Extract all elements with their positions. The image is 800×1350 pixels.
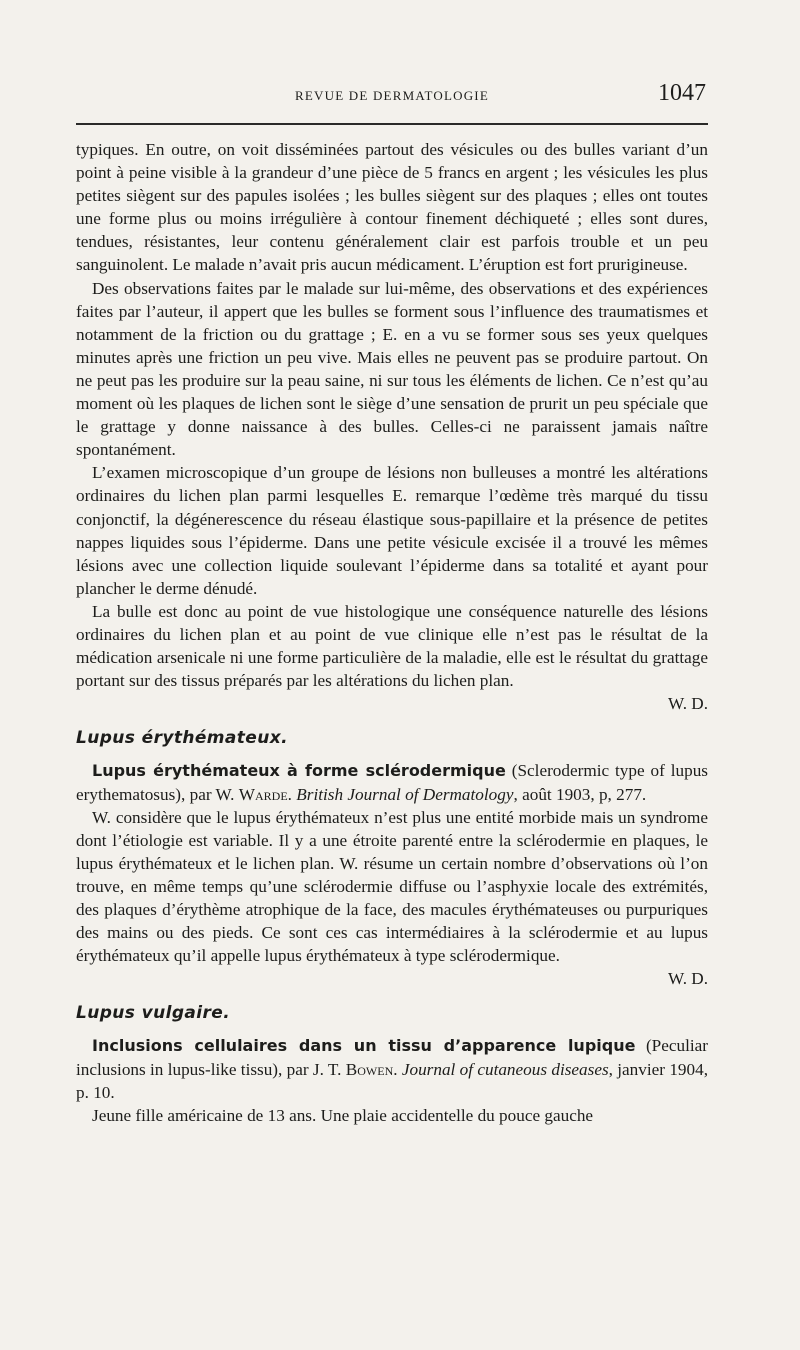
separator: . — [287, 784, 297, 804]
paragraph: W. considère que le lupus érythémateux n’est plus une entité morbide mais un syndrome dont l’étiologie est variable. Il y a une étroite parenté entre la sclérodermie en plaques, le lupus érythémateux et le lichen plan. W. résume un certain nombre d’observations où l’on trouve, en même temps qu’une sclérodermie diffuse ou l’asphyxie locale des extrémités, des plaques d’érythème atrophique de la face, des macules érythémateuses ou purpuriques des mains ou des pieds. Ce sont ces cas intermédiaires à la sclérodermie et au lupus érythémateux qu’il appelle lupus érythémateux à type sclérodermique. — [76, 807, 708, 966]
section-heading: Lupus vulgaire. — [76, 1003, 231, 1024]
body-text — [76, 138, 708, 1127]
page-number: 1047 — [658, 80, 706, 106]
citation-details: , janvier 1904, p. 10. — [76, 1059, 708, 1102]
page-header — [76, 78, 708, 108]
separator: . — [393, 1059, 402, 1079]
paragraph — [76, 600, 708, 692]
journal-name: British Journal of Dermatology — [296, 784, 514, 804]
english-title: (Sclerodermic type of lupus erythematosus), par W. — [76, 761, 708, 804]
article-title: Inclusions cellulaires dans un tissu d’apparence lupique — [92, 1036, 636, 1056]
paragraph-text: La bulle est donc au point de vue histologique une conséquence naturelle des lésions ordinaires du lichen plan et au point de vue clinique elle n’est pas le résultat de la médication arsenicale ni une forme particulière de la maladie, elle est le résultat du grattage portant sur des tissus préparés par les altérations du lichen plan. — [76, 601, 708, 691]
article-title: Lupus érythémateux à forme sclérodermique — [92, 761, 506, 781]
article-reference — [76, 759, 708, 805]
paragraph: Jeune fille américaine de 13 ans. Une plaie accidentelle du pouce gauche — [92, 1105, 594, 1125]
signature-line — [76, 967, 708, 990]
article-reference — [76, 1034, 708, 1103]
paragraph: Des observations faites par le malade sur lui-même, des observations et des expériences faites par l’auteur, il appert que les bulles se forment sous l’influence des traumatismes et notamment de la friction ou du grattage ; E. en a vu se former sous ses yeux quelques minutes après une friction un peu vive. Mais elles ne peuvent pas se produire partout. On ne peut pas les produire sur la peau saine, ni sur tous les éléments de lichen. Ce n’est qu’au moment où les plaques de lichen sont le siège d’une sensation de prurit un peu spéciale que le grattage y donne naissance à des bulles. Celles-ci ne paraissent jamais naître spontanément. — [76, 278, 708, 460]
author-name: Bowen — [345, 1059, 394, 1079]
citation-details: , août 1903, p, 277. — [513, 784, 647, 804]
journal-name: Journal of cutaneous diseases — [401, 1059, 609, 1079]
author-signature: W. D. — [668, 694, 708, 714]
section-heading: Lupus érythémateux. — [76, 728, 288, 749]
signature-line — [76, 692, 708, 715]
author-signature: W. D. — [668, 969, 708, 989]
english-title: (Peculiar inclusions in lupus-like tissu), par J. T. — [76, 1036, 708, 1079]
author-name: Warde — [238, 784, 288, 804]
paragraph-continuation: typiques. En outre, on voit disséminées partout des vésicules ou des bulles variant d’un point à peine visible à la grandeur d’une pièce de 5 francs en argent ; les vésicules les plus petites siègent sur des papules isolées ; les bulles siègent sur des plaques ; elles ont toutes une forme plus ou moins irrégulière à contour finement déchiqueté ; elles sont dures, tendues, résistantes, leur contenu généralement clair est parfois trouble et un peu sanguinolent. Le malade n’avait pris aucun médicament. L’éruption est fort prurigineuse. — [76, 140, 708, 275]
paragraph: L’examen microscopique d’un groupe de lésions non bulleuses a montré les altérations ordinaires du lichen plan parmi lesquelles E. remarque l’œdème très marqué du tissu conjonctif, la dégénerescence du réseau élastique sous-papillaire et la présence de petites nappes liquides sous l’épiderme. Dans une petite vésicule excisée il a trouvé les mêmes lésions avec une collection liquide soulevant l’épiderme dans sa totalité et ayant pour plancher le derme dénudé. — [76, 463, 708, 598]
header-rule — [76, 123, 708, 125]
running-head: REVUE DE DERMATOLOGIE — [295, 88, 489, 103]
